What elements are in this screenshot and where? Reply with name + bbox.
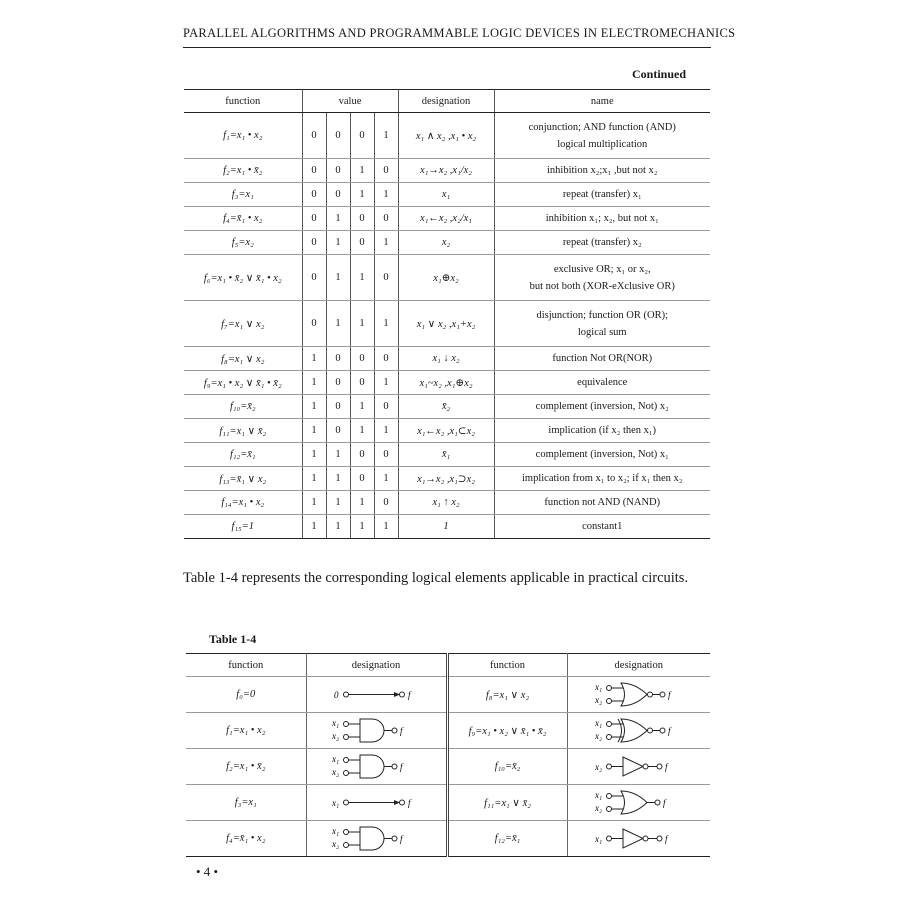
designation-cell: x₁ ↓ x₂ [398, 347, 494, 371]
function-cell: f₁₄=x₁ • x₂ [184, 491, 302, 515]
value-cell: 0 [350, 347, 374, 371]
value-cell: 0 [374, 207, 398, 231]
value-cell: 0 [374, 347, 398, 371]
output-f-label: f [664, 833, 668, 844]
header-designation-right: designation [567, 654, 710, 677]
function-cell: f₁₅=1 [184, 515, 302, 539]
wire-symbol [306, 785, 447, 821]
input-x2-label: x₂ [594, 802, 602, 813]
function-cell: f₃=x₁ [184, 183, 302, 207]
header-designation-left: designation [306, 654, 447, 677]
table-row [186, 677, 710, 713]
value-cell: 1 [326, 491, 350, 515]
value-cell: 0 [326, 419, 350, 443]
name-cell [494, 183, 710, 207]
name-cell [494, 515, 710, 539]
input-x1-label: x₁ [594, 717, 602, 728]
not-gate-symbol [567, 821, 710, 857]
table-row [184, 301, 710, 347]
value-cell: 0 [374, 395, 398, 419]
designation-cell: x₂ [398, 231, 494, 255]
and-gate-symbol [306, 713, 447, 749]
header-function: function [184, 90, 302, 113]
and-gate-symbol [306, 749, 447, 785]
name-line-1: inhibition x₂;x₁ ,but not x₂ [547, 165, 658, 176]
value-cell: 1 [326, 231, 350, 255]
name-cell [494, 113, 710, 159]
value-cell: 1 [350, 183, 374, 207]
input-x2-label: x₂ [594, 761, 602, 772]
name-line-2: logical multiplication [557, 138, 648, 150]
designation-cell: x₁←x₂ ,x₁⊂x₂ [398, 419, 494, 443]
input-x2-label: x₂ [332, 766, 340, 777]
xnor-gate-symbol [567, 713, 710, 749]
name-cell [494, 301, 710, 347]
name-cell [494, 491, 710, 515]
header-designation: designation [398, 90, 494, 113]
name-cell [494, 255, 710, 301]
table-row [184, 159, 710, 183]
value-cell: 1 [326, 467, 350, 491]
table-row [184, 113, 710, 159]
header-rule [183, 47, 711, 48]
function-cell: f₂=x₁ • x̄₂ [184, 159, 302, 183]
name-line-1: complement (inversion, Not) x₁ [535, 449, 669, 460]
name-cell [494, 419, 710, 443]
designation-cell: x₁ ∨ x₂ ,x₁+x₂ [398, 301, 494, 347]
value-cell: 0 [350, 231, 374, 255]
zero-constant-symbol [306, 677, 447, 713]
designation-cell: x₁~x₂ ,x₁⊕x₂ [398, 371, 494, 395]
value-cell: 1 [326, 301, 350, 347]
function-cell: f₇=x₁ ∨ x₂ [184, 301, 302, 347]
input-x1-label: x₁ [332, 717, 340, 728]
designation-cell: x₁→x₂ ,x₁/x₂ [398, 159, 494, 183]
table-row [184, 255, 710, 301]
name-line-1: repeat (transfer) x₂ [562, 237, 642, 248]
value-cell: 1 [350, 515, 374, 539]
value-cell: 0 [326, 183, 350, 207]
output-f-label: f [667, 725, 671, 736]
table-row [184, 515, 710, 539]
value-cell: 1 [374, 371, 398, 395]
name-line-1: inhibition x₁; x₂, but not x₁ [545, 213, 659, 224]
output-f-label: f [408, 797, 411, 808]
or-gate-symbol [567, 785, 710, 821]
designation-cell: 1 [398, 515, 494, 539]
function-cell: f₄=x̄₁ • x₂ [184, 207, 302, 231]
name-line-1: implication (if x₂ then x₁) [548, 425, 657, 436]
function-cell: f₁₂=x̄₁ [184, 443, 302, 467]
header-function-left: function [186, 654, 306, 677]
value-cell: 1 [374, 183, 398, 207]
value-cell: 0 [350, 467, 374, 491]
function-cell: f₉=x₁ • x₂ ∨ x̄₁ • x̄₂ [184, 371, 302, 395]
value-cell: 0 [326, 113, 350, 159]
input-zero-label: 0 [334, 689, 339, 700]
table-caption: Table 1-4 [209, 632, 257, 646]
function-cell-right: f₁₀=x̄₂ [447, 749, 567, 785]
value-cell: 1 [302, 515, 326, 539]
value-cell: 1 [302, 395, 326, 419]
function-cell-left: f₁=x₁ • x₂ [186, 713, 306, 749]
table-row [184, 419, 710, 443]
designation-cell: x̄₁ [398, 443, 494, 467]
input-x1-label: x₁ [332, 753, 340, 764]
value-cell: 1 [302, 491, 326, 515]
input-x2-label: x₂ [594, 730, 602, 741]
name-line-1: conjunction; AND function (AND) [528, 121, 676, 133]
table-row [184, 231, 710, 255]
header-function-right: function [447, 654, 567, 677]
nor-gate-symbol [567, 677, 710, 713]
function-cell: f₁₁=x₁ ∨ x̄₂ [184, 419, 302, 443]
value-cell: 0 [302, 183, 326, 207]
function-cell-left: f₂=x₁ • x̄₂ [186, 749, 306, 785]
input-x2-label: x₂ [332, 730, 340, 741]
name-line-2: logical sum [577, 326, 627, 338]
value-cell: 0 [326, 347, 350, 371]
header-value: value [302, 90, 398, 113]
table-header-row [184, 90, 710, 113]
value-cell: 1 [326, 207, 350, 231]
output-f-label: f [662, 797, 666, 808]
input-x1-label: x₁ [332, 825, 340, 836]
value-cell: 0 [326, 159, 350, 183]
table-row [186, 785, 710, 821]
body-paragraph: Table 1-4 represents the corresponding logical elements applicable in practical circuits. [183, 570, 689, 586]
input-x1-label: x₁ [594, 789, 602, 800]
value-cell: 1 [350, 419, 374, 443]
table-row [184, 395, 710, 419]
table-row [184, 371, 710, 395]
function-cell: f₆=x₁ • x̄₂ ∨ x̄₁ • x₂ [184, 255, 302, 301]
table-row [184, 183, 710, 207]
value-cell: 1 [374, 419, 398, 443]
table-row [186, 749, 710, 785]
designation-cell: x₁ [398, 183, 494, 207]
designation-cell: x₁ ∧ x₂ ,x₁ • x₂ [398, 113, 494, 159]
value-cell: 1 [350, 395, 374, 419]
output-f-label: f [667, 689, 671, 700]
designation-cell: x₁⊕x₂ [398, 255, 494, 301]
value-cell: 1 [350, 255, 374, 301]
name-cell [494, 347, 710, 371]
and-gate-symbol [306, 821, 447, 857]
value-cell: 1 [374, 231, 398, 255]
value-cell: 1 [326, 443, 350, 467]
value-cell: 0 [374, 443, 398, 467]
page-number: • 4 • [196, 864, 219, 879]
function-cell-right: f₁₂=x̄₁ [447, 821, 567, 857]
value-cell: 1 [374, 113, 398, 159]
output-f-label: f [400, 761, 403, 772]
input-x2-label: x₂ [594, 694, 602, 705]
function-cell: f₁=x₁ • x₂ [184, 113, 302, 159]
name-line-1: implication from x₁ to x₂; if x₁ then x₂ [522, 473, 683, 484]
value-cell: 0 [326, 371, 350, 395]
function-cell: f₁₀=x̄₂ [184, 395, 302, 419]
value-cell: 1 [374, 301, 398, 347]
input-x1-label: x₁ [332, 797, 340, 808]
function-cell: f₅=x₂ [184, 231, 302, 255]
value-cell: 0 [302, 231, 326, 255]
table-row [184, 207, 710, 231]
value-cell: 1 [302, 419, 326, 443]
continued-label: Continued [632, 67, 687, 81]
designation-cell: x̄₂ [398, 395, 494, 419]
running-head: PARALLEL ALGORITHMS AND PROGRAMMABLE LOGIC DEVICES IN ELECTROMECHANICS [183, 26, 736, 40]
designation-cell: x₁←x₂ ,x₂/x₁ [398, 207, 494, 231]
value-cell: 1 [302, 347, 326, 371]
table-header-row [186, 654, 710, 677]
input-x1-label: x₁ [594, 833, 602, 844]
value-cell: 1 [374, 515, 398, 539]
name-cell [494, 371, 710, 395]
table-row [186, 713, 710, 749]
value-cell: 1 [374, 467, 398, 491]
value-cell: 0 [326, 395, 350, 419]
name-cell [494, 467, 710, 491]
output-f-label: f [400, 725, 403, 736]
value-cell: 0 [350, 113, 374, 159]
function-cell-left: f₀=0 [186, 677, 306, 713]
value-cell: 0 [350, 443, 374, 467]
output-f-label: f [408, 689, 411, 700]
name-cell [494, 395, 710, 419]
header-name: name [494, 90, 710, 113]
name-line-2: but not both (XOR-eXclusive OR) [529, 280, 675, 292]
name-line-1: complement (inversion, Not) x₂ [535, 401, 669, 412]
function-table [184, 89, 710, 539]
name-line-1: constant1 [582, 521, 623, 532]
table-row [186, 821, 710, 857]
table-row [184, 347, 710, 371]
name-cell [494, 159, 710, 183]
value-cell: 0 [302, 207, 326, 231]
name-line-1: repeat (transfer) x₁ [562, 189, 642, 200]
name-cell [494, 207, 710, 231]
output-f-label: f [664, 761, 668, 772]
logic-elements-table [186, 653, 710, 857]
value-cell: 1 [350, 301, 374, 347]
function-cell-right: f₁₁=x₁ ∨ x̄₂ [447, 785, 567, 821]
name-line-1: function not AND (NAND) [544, 497, 661, 508]
value-cell: 0 [302, 113, 326, 159]
value-cell: 0 [374, 159, 398, 183]
value-cell: 1 [326, 255, 350, 301]
value-cell: 1 [350, 491, 374, 515]
value-cell: 0 [374, 491, 398, 515]
table-row [184, 443, 710, 467]
value-cell: 0 [302, 301, 326, 347]
name-line-1: function Not OR(NOR) [552, 353, 653, 364]
function-cell-right: f₉=x₁ • x₂ ∨ x̄₁ • x̄₂ [447, 713, 567, 749]
name-line-1: disjunction; function OR (OR); [536, 309, 669, 321]
name-cell [494, 443, 710, 467]
output-f-label: f [400, 833, 403, 844]
name-line-1: exclusive OR; x₁ or x₂, [553, 263, 651, 275]
table-row [184, 467, 710, 491]
table-row [184, 491, 710, 515]
not-gate-symbol [567, 749, 710, 785]
value-cell: 1 [326, 515, 350, 539]
value-cell: 0 [302, 255, 326, 301]
function-cell: f₈=x₁ ∨ x₂ [184, 347, 302, 371]
function-cell: f₁₃=x̄₁ ∨ x₂ [184, 467, 302, 491]
input-x2-label: x₂ [332, 838, 340, 849]
designation-cell: x₁ ↑ x₂ [398, 491, 494, 515]
value-cell: 1 [302, 371, 326, 395]
value-cell: 0 [374, 255, 398, 301]
function-cell-right: f₈=x₁ ∨ x₂ [447, 677, 567, 713]
value-cell: 0 [350, 207, 374, 231]
name-cell [494, 231, 710, 255]
value-cell: 0 [302, 159, 326, 183]
value-cell: 1 [302, 443, 326, 467]
value-cell: 1 [302, 467, 326, 491]
function-cell-left: f₃=x₁ [186, 785, 306, 821]
value-cell: 0 [350, 371, 374, 395]
input-x1-label: x₁ [594, 681, 602, 692]
designation-cell: x₁→x₂ ,x₁⊃x₂ [398, 467, 494, 491]
name-line-1: equivalence [577, 377, 628, 388]
value-cell: 1 [350, 159, 374, 183]
function-cell-left: f₄=x̄₁ • x₂ [186, 821, 306, 857]
